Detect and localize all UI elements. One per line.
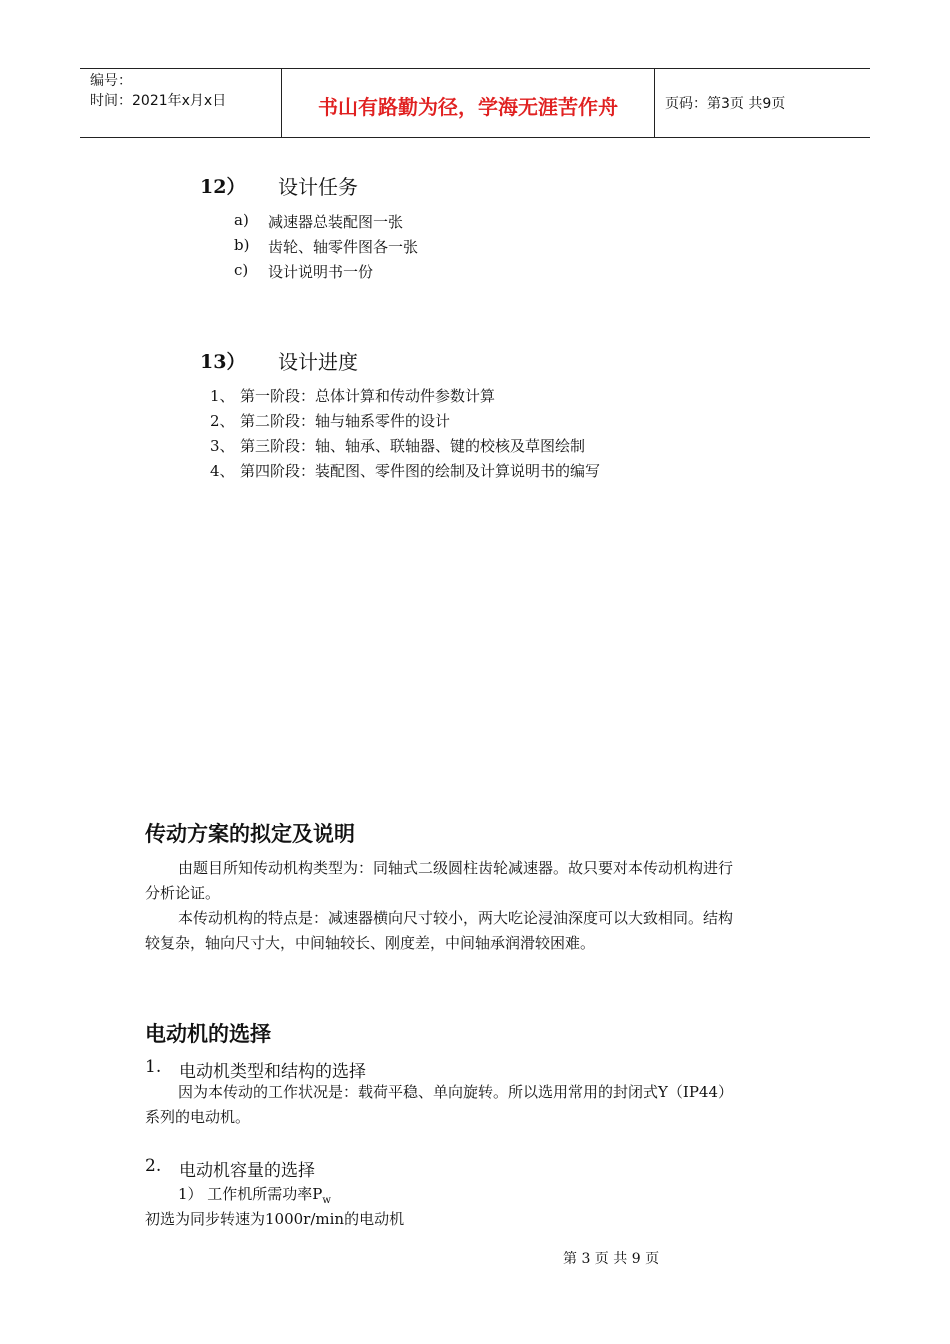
motor-subsection-2-number: 2. [145,1156,162,1176]
header-info-cell [80,69,280,139]
motor-power-subscript: w [322,1195,331,1206]
header-page-cell [655,69,870,137]
list-item: 第四阶段：装配图、零件图的绘制及计算说明书的编写 [240,462,601,480]
section-12-title: 设计任务 [278,175,358,199]
transmission-paragraph-2-line-1: 本传动机构的特点是：减速器横向尺寸较小，两大吃论浸油深度可以大致相同。结构 [178,909,734,927]
list-item-marker: c) [234,261,249,279]
page-footer: 第 3 页 共 9 页 [563,1251,660,1267]
section-13-number: 13） [200,351,246,373]
list-item: 设计说明书一份 [268,263,374,281]
motor-subsection-1-line-2: 系列的电动机。 [145,1108,251,1126]
transmission-paragraph-1-line-1: 由题目所知传动机构类型为：同轴式二级圆柱齿轮减速器。故只要对本传动机构进行 [178,859,734,877]
motor-subsection-1-line-1: 因为本传动的工作状况是：载荷平稳、单向旋转。所以选用常用的封闭式Y（IP44） [178,1083,734,1101]
header-time-label: 时间：2021年x月x日 [90,93,227,109]
header-motto-cell [281,69,655,137]
transmission-paragraph-1-line-2: 分析论证。 [145,884,221,902]
motor-power-item-text: 1） 工作机所需功率P [178,1185,323,1203]
list-item: 第一阶段：总体计算和传动件参数计算 [240,387,496,405]
transmission-paragraph-2-line-2: 较复杂，轴向尺寸大，中间轴较长、刚度差，中间轴承润滑较困难。 [145,934,596,952]
motor-heading: 电动机的选择 [145,1022,271,1046]
motor-subsection-1-title: 电动机类型和结构的选择 [179,1062,366,1082]
list-item-marker: b) [234,236,250,254]
motor-subsection-1-number: 1. [145,1057,162,1077]
page-header [80,68,870,138]
header-motto: 书山有路勤为径，学海无涯苦作舟 [318,95,618,119]
list-item-marker: 2、 [210,412,235,430]
motor-power-item [178,1183,331,1206]
motor-subsection-2-title: 电动机容量的选择 [179,1161,315,1181]
section-12-number: 12） [200,176,246,198]
list-item: 齿轮、轴零件图各一张 [268,238,419,256]
transmission-heading: 传动方案的拟定及说明 [145,822,355,846]
list-item-marker: 1、 [210,387,235,405]
header-page-label: 页码：第3页 共9页 [665,96,786,112]
section-13-title: 设计进度 [278,350,358,374]
list-item-marker: a) [234,211,249,229]
list-item: 第三阶段：轴、轴承、联轴器、键的校核及草图绘制 [240,437,586,455]
list-item-marker: 3、 [210,437,235,455]
list-item-marker: 4、 [210,462,235,480]
motor-speed-note: 初选为同步转速为1000r/min的电动机 [145,1210,405,1228]
list-item: 第二阶段：轴与轴系零件的设计 [240,412,451,430]
list-item: 减速器总装配图一张 [268,213,404,231]
header-number-label: 编号： [90,73,132,89]
